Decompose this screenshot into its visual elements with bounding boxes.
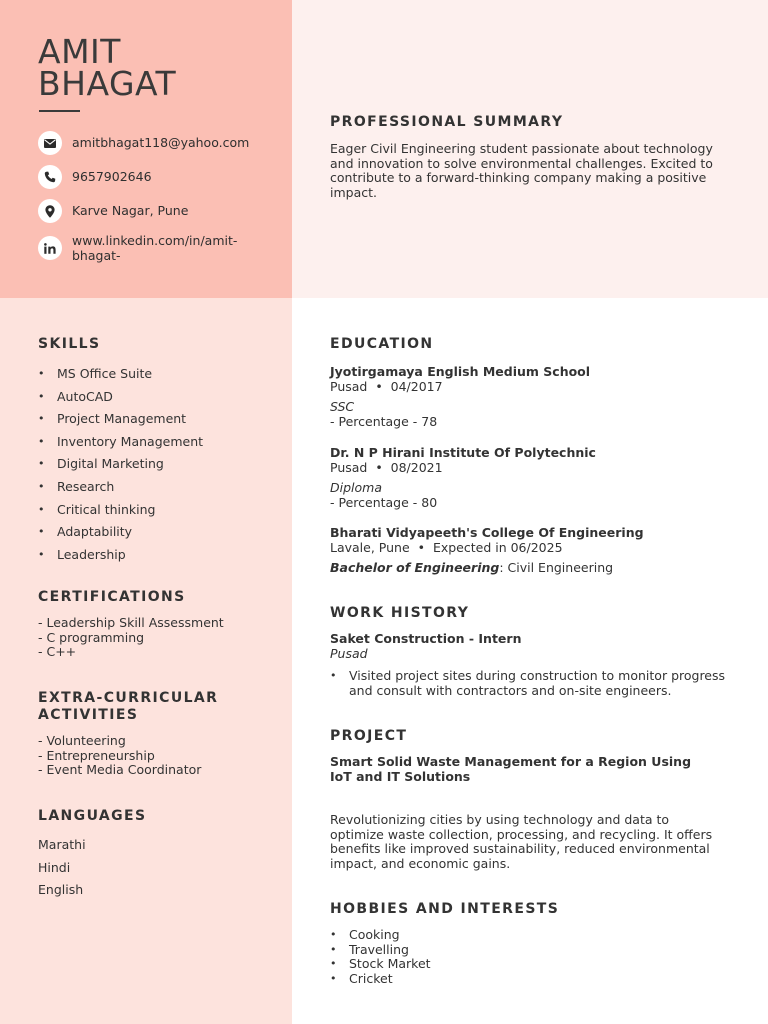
institution-name: Bharati Vidyapeeth's College Of Engineering (330, 525, 644, 540)
contact-linkedin[interactable] (38, 233, 278, 263)
linkedin-icon (38, 236, 62, 260)
institution-location-date (330, 460, 730, 475)
contact-phone (38, 169, 278, 189)
separator-dot: • (375, 379, 383, 394)
location: Pusad (330, 460, 368, 475)
institution-location-date (330, 540, 730, 555)
summary-heading: PROFESSIONAL SUMMARY (330, 114, 564, 130)
skills-list (38, 363, 203, 566)
skills-heading: SKILLS (38, 336, 101, 352)
first-name: AMIT (38, 32, 121, 71)
extracurricular-heading-line-1: EXTRA-CURRICULAR (38, 690, 219, 706)
linkedin-text[interactable] (72, 233, 237, 263)
phone-text: 9657902646 (72, 169, 152, 184)
extracurricular-list (38, 734, 201, 778)
hobby-item: • Travelling (330, 943, 431, 958)
separator-dot: • (375, 460, 383, 475)
degree-detail: - Percentage - 78 (330, 414, 438, 429)
languages-heading: LANGUAGES (38, 808, 147, 824)
institution-location-date (330, 379, 730, 394)
hobby-item: • Cricket (330, 972, 431, 987)
skill-item: • Adaptability (38, 521, 203, 544)
education-heading: EDUCATION (330, 336, 434, 352)
last-name: BHAGAT (38, 64, 177, 103)
degree-field: Civil Engineering (507, 560, 614, 575)
job-title: Saket Construction - Intern (330, 631, 522, 646)
institution-name: Jyotirgamaya English Medium School (330, 364, 591, 379)
contact-address (38, 203, 278, 223)
activity-item: - Event Media Coordinator (38, 762, 202, 777)
skill-item: • MS Office Suite (38, 363, 203, 386)
degree: Diploma (330, 480, 382, 495)
degree-detail: - Percentage - 80 (330, 495, 438, 510)
project-description: Revolutionizing cities by using technology and data to optimize waste collection, processing, and recycling. It offers benefits like improved sustainability, reduced environmental impact, and economic gains. (330, 812, 713, 871)
separator-dot: • (417, 540, 425, 555)
job-bullets (330, 669, 726, 698)
date: Expected in 06/2025 (432, 540, 563, 555)
degree: Bachelor of Engineering: Civil Engineering (330, 560, 614, 575)
skill-item: • Inventory Management (38, 431, 203, 454)
activity-item: - Volunteering (38, 733, 126, 748)
degree: SSC (330, 399, 355, 414)
education-entry (330, 525, 730, 575)
education-entry (330, 364, 730, 429)
candidate-name (38, 32, 177, 103)
linkedin-line-2[interactable]: bhagat- (72, 248, 121, 263)
contact-email (38, 135, 278, 155)
date: 08/2021 (390, 460, 443, 475)
email-icon (38, 131, 62, 155)
linkedin-line-1[interactable]: www.linkedin.com/in/amit- (72, 233, 238, 248)
activity-item: - Entrepreneurship (38, 747, 155, 763)
hobbies-list (330, 928, 431, 986)
location: Pusad (330, 379, 368, 394)
education-entry (330, 445, 730, 510)
phone-icon (38, 165, 62, 189)
skill-item: • AutoCAD (38, 386, 203, 409)
work-history-heading: WORK HISTORY (330, 605, 470, 621)
project-title-text: Smart Solid Waste Management for a Region Using IoT and IT Solutions (330, 754, 692, 784)
skill-item: • Critical thinking (38, 499, 203, 522)
certification-item: - C programming (38, 629, 145, 645)
skill-item: • Research (38, 476, 203, 499)
location-pin-icon (38, 199, 62, 223)
certification-item: - Leadership Skill Assessment (38, 615, 224, 630)
language-item: Marathi (38, 837, 86, 852)
date: 04/2017 (390, 379, 443, 394)
hobbies-heading: HOBBIES AND INTERESTS (330, 901, 560, 917)
language-item: English (38, 882, 84, 898)
skill-item: • Leadership (38, 544, 203, 567)
project-title (330, 754, 710, 784)
work-entry (330, 631, 730, 698)
job-bullet: • Visited project sites during construction to monitor progress and consult with contractors and on-site engineers. (330, 669, 726, 698)
extracurricular-heading-line-2: ACTIVITIES (38, 707, 139, 723)
certifications-list (38, 616, 224, 660)
certifications-heading: CERTIFICATIONS (38, 589, 186, 605)
address-text: Karve Nagar, Pune (72, 203, 189, 218)
skill-item: • Project Management (38, 408, 203, 431)
location: Lavale, Pune (330, 540, 410, 555)
email-text: amitbhagat118@yahoo.com (72, 135, 250, 150)
certification-item: - C++ (38, 644, 77, 659)
name-divider (39, 110, 80, 112)
skill-item: • Digital Marketing (38, 453, 203, 476)
project-heading: PROJECT (330, 728, 408, 744)
job-location: Pusad (330, 646, 368, 661)
summary-text: Eager Civil Engineering student passionate about technology and innovation to solve environmental challenges. Excited to contribute to a forward-thinking company making a positive impact. (330, 141, 713, 200)
hobby-item: • Cooking (330, 928, 431, 943)
hobby-item: • Stock Market (330, 957, 431, 972)
languages-list (38, 834, 86, 902)
institution-name: Dr. N P Hirani Institute Of Polytechnic (330, 445, 596, 460)
extracurricular-heading (38, 690, 218, 724)
degree-name: Bachelor of Engineering (330, 560, 500, 575)
language-item: Hindi (38, 859, 71, 875)
